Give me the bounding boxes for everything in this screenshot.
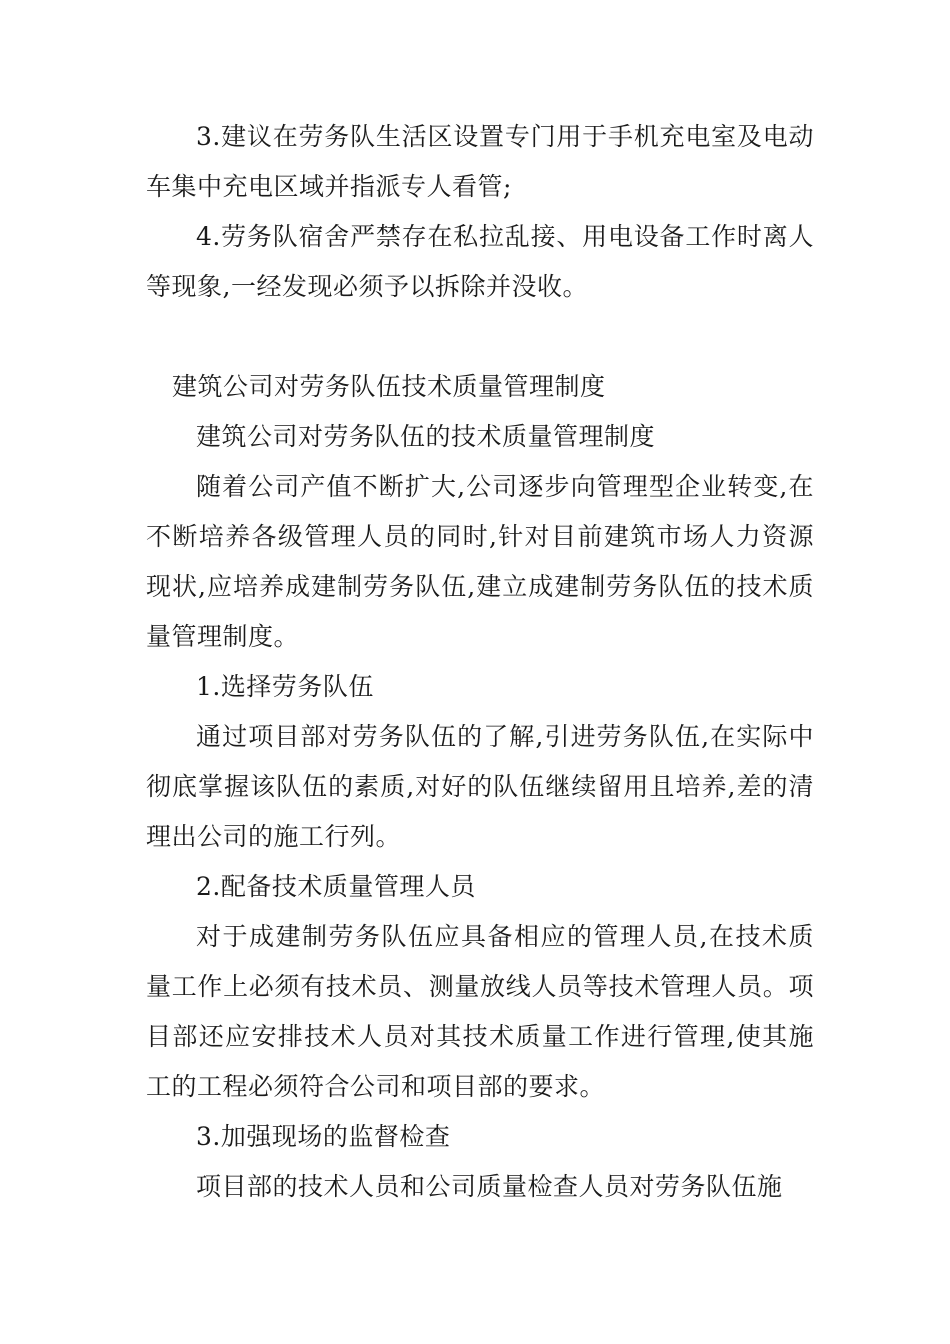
paragraph-item-3: 3.建议在劳务队生活区设置专门用于手机充电室及电动车集中充电区域并指派专人看管;	[146, 122, 814, 201]
section-title: 建筑公司对劳务队伍技术质量管理制度	[172, 372, 606, 401]
paragraph-select-team: 通过项目部对劳务队伍的了解,引进劳务队伍,在实际中彻底掌握该队伍的素质,对好的队伍继续留用且培养,差的清理出公司的施工行列。	[146, 722, 814, 851]
intro-paragraph: 随着公司产值不断扩大,公司逐步向管理型企业转变,在不断培养各级管理人员的同时,针对目前建筑市场人力资源现状,应培养成建制劳务队伍,建立成建制劳务队伍的技术质量管理制度。	[146, 472, 814, 651]
heading-select-team: 1.选择劳务队伍	[196, 672, 374, 701]
heading-supervision: 3.加强现场的监督检查	[196, 1122, 451, 1151]
document-page	[146, 112, 814, 1212]
document-subtitle: 建筑公司对劳务队伍的技术质量管理制度	[196, 422, 656, 451]
paragraph-staffing: 对于成建制劳务队伍应具备相应的管理人员,在技术质量工作上必须有技术员、测量放线人员等技术管理人员。项目部还应安排技术人员对其技术质量工作进行管理,使其施工的工程必须符合公司和项目部的要求。	[146, 922, 814, 1101]
heading-staffing: 2.配备技术质量管理人员	[196, 872, 476, 901]
paragraph-item-4: 4.劳务队宿舍严禁存在私拉乱接、用电设备工作时离人等现象,一经发现必须予以拆除并没收。	[146, 222, 814, 301]
section-spacer	[146, 312, 814, 362]
paragraph-supervision: 项目部的技术人员和公司质量检查人员对劳务队伍施	[196, 1172, 783, 1201]
